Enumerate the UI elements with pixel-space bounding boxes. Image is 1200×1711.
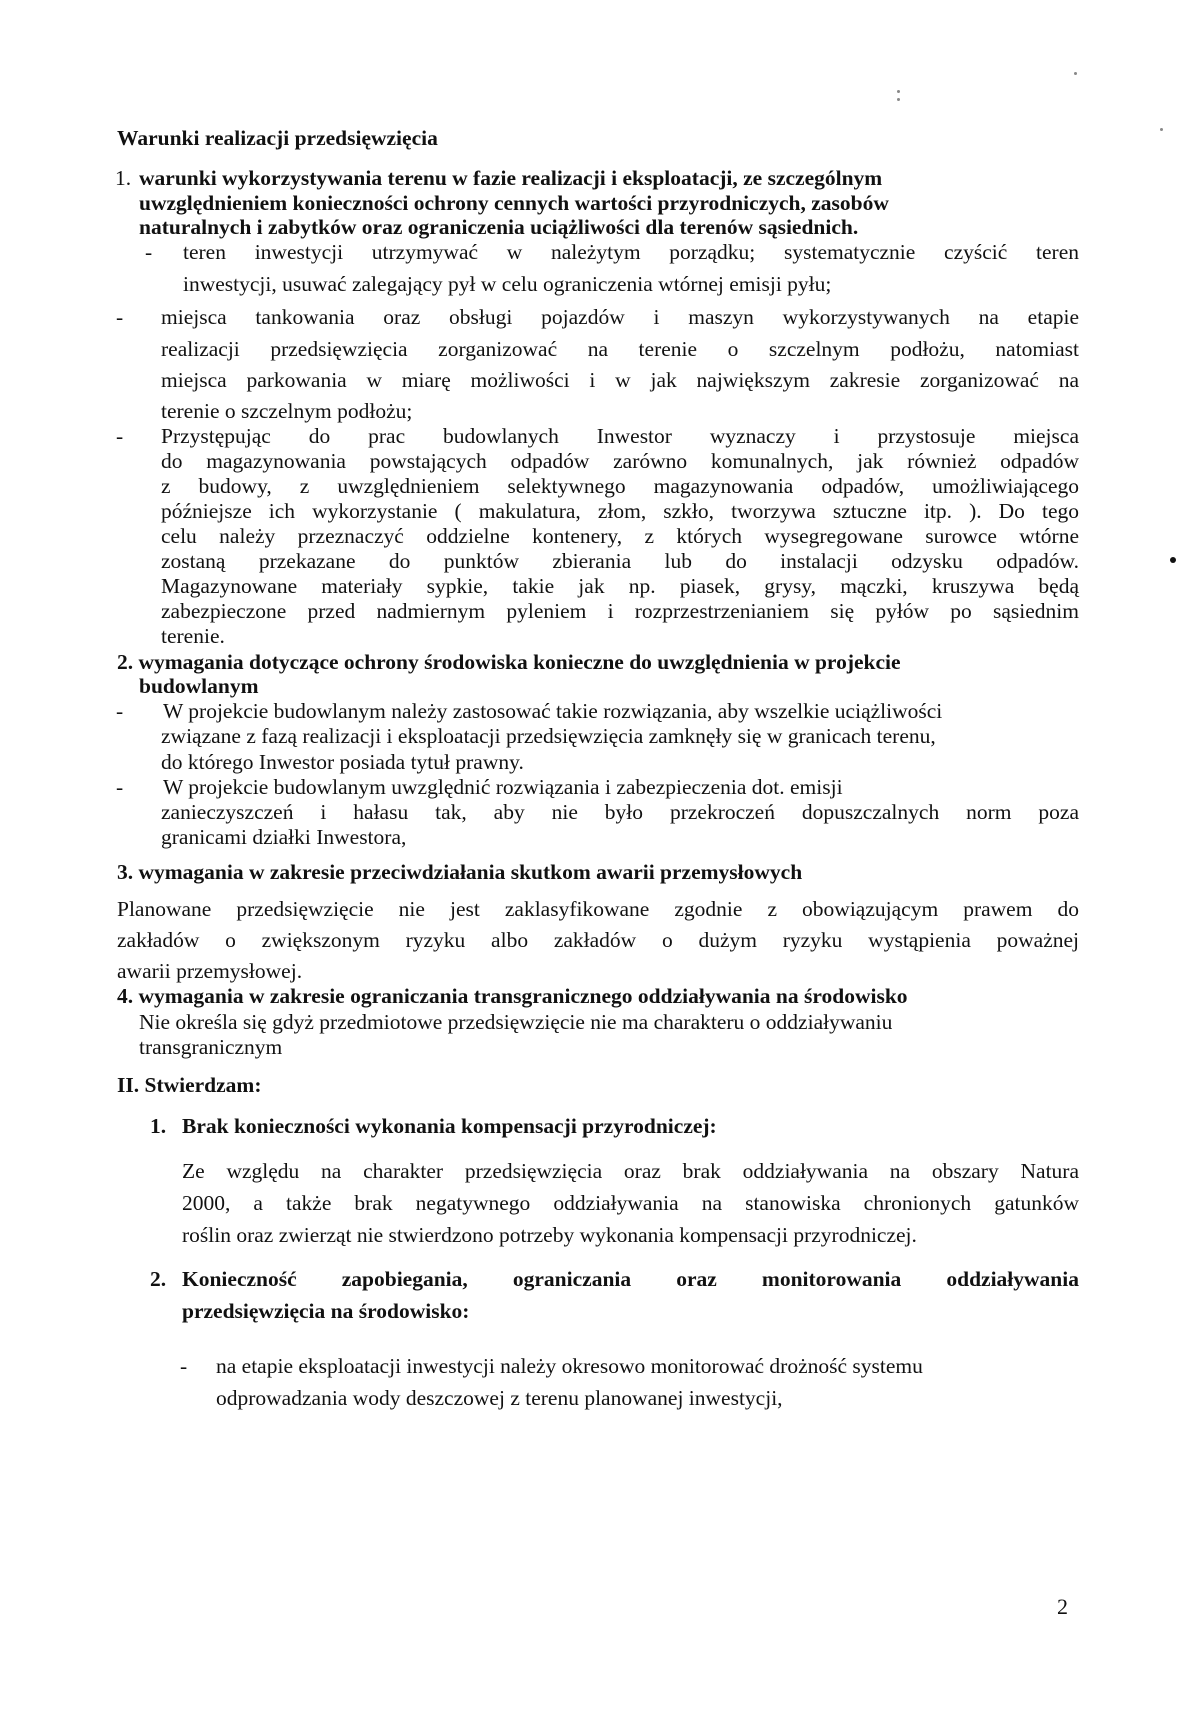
bullet-line: zanieczyszczeń i hałasu tak, aby nie było przekroczeń dopuszczalnych norm poza xyxy=(161,800,1079,824)
bullet-line: odprowadzania wody deszczowej z terenu planowanej inwestycji, xyxy=(216,1386,783,1410)
section4-body-line: transgranicznym xyxy=(139,1035,283,1059)
scan-speck xyxy=(897,90,900,93)
bullet-line: granicami działki Inwestora, xyxy=(161,825,407,849)
bullet-line: Magazynowane materiały sypkie, takie jak np. piasek, grysy, mączki, kruszywa będą xyxy=(161,574,1079,598)
part2-item2-number: 2. xyxy=(150,1267,167,1291)
bullet-line: miejsca tankowania oraz obsługi pojazdów i maszyn wykorzystywanych na etapie xyxy=(161,305,1079,329)
bullet-line: Przystępując do prac budowlanych Inwestor wyznaczy i przystosuje miejsca xyxy=(161,424,1079,448)
bullet-line: do którego Inwestor posiada tytuł prawny. xyxy=(161,750,524,774)
section4-body-line: Nie określa się gdyż przedmiotowe przedsięwzięcie nie ma charakteru o oddziaływaniu xyxy=(139,1010,893,1034)
scan-speck xyxy=(1160,128,1163,131)
bullet-line: z budowy, z uwzględnieniem selektywnego magazynowania odpadów, umożliwiającego xyxy=(161,474,1079,498)
part2-item1-body-line: roślin oraz zwierząt nie stwierdzono potrzeby wykonania kompensacji przyrodniczej. xyxy=(182,1223,917,1247)
part2-heading: II. Stwierdzam: xyxy=(117,1073,262,1097)
bullet-dash: - xyxy=(180,1354,188,1378)
section3-body-line: Planowane przedsięwzięcie nie jest zaklasyfikowane zgodnie z obowiązującym prawem do xyxy=(117,897,1079,921)
section1-heading-line: uwzględnieniem konieczności ochrony cennych wartości przyrodniczych, zasobów xyxy=(139,191,889,215)
bullet-dash: - xyxy=(116,699,124,723)
bullet-line: celu należy przeznaczyć oddzielne kontenery, z których wysegregowane surowce wtórne xyxy=(161,524,1079,548)
section3-body-line: awarii przemysłowej. xyxy=(117,959,303,983)
bullet-line: miejsca parkowania w miarę możliwości i w jak największym zakresie zorganizować na xyxy=(161,368,1079,392)
bullet-dash: - xyxy=(116,424,124,448)
section1-number: 1. xyxy=(115,166,132,190)
bullet-line: terenie o szczelnym podłożu; xyxy=(161,399,413,423)
bullet-dash: - xyxy=(116,775,124,799)
bullet-dash: - xyxy=(145,240,153,264)
part2-item2-heading-line: Konieczność zapobiegania, ograniczania oraz monitorowania oddziaływania xyxy=(182,1267,1079,1291)
bullet-line: inwestycji, usuwać zalegający pył w celu ograniczenia wtórnej emisji pyłu; xyxy=(183,272,832,296)
bullet-line: związane z fazą realizacji i eksploatacji przedsięwzięcia zamknęły się w granicach terenu, xyxy=(161,724,936,748)
bullet-line: teren inwestycji utrzymywać w należytym porządku; systematycznie czyścić teren xyxy=(183,240,1079,264)
section1-heading-line: warunki wykorzystywania terenu w fazie realizacji i eksploatacji, ze szczególnym xyxy=(139,166,883,190)
document-title: Warunki realizacji przedsięwzięcia xyxy=(117,126,438,150)
bullet-line: późniejsze ich wykorzystanie ( makulatura, złom, szkło, tworzywa sztuczne itp. ). Do tego xyxy=(161,499,1079,523)
bullet-line: W projekcie budowlanym należy zastosować takie rozwiązania, aby wszelkie uciążliwości xyxy=(163,699,943,723)
bullet-line: do magazynowania powstających odpadów zarówno komunalnych, jak również odpadów xyxy=(161,449,1079,473)
bullet-line: W projekcie budowlanym uwzględnić rozwiązania i zabezpieczenia dot. emisji xyxy=(163,775,843,799)
part2-item2-heading-line: przedsięwzięcia na środowisko: xyxy=(182,1299,470,1323)
bullet-line: terenie. xyxy=(161,624,225,648)
scan-speck xyxy=(1074,72,1077,75)
bullet-line: na etapie eksploatacji inwestycji należy okresowo monitorować drożność systemu xyxy=(216,1354,923,1378)
part2-item1-heading: Brak konieczności wykonania kompensacji przyrodniczej: xyxy=(182,1114,717,1138)
part2-item1-body-line: Ze względu na charakter przedsięwzięcia oraz brak oddziaływania na obszary Natura xyxy=(182,1159,1079,1183)
scan-speck xyxy=(897,98,900,101)
scan-dot xyxy=(1170,557,1176,563)
section4-heading: 4. wymagania w zakresie ograniczania transgranicznego oddziaływania na środowisko xyxy=(117,984,908,1008)
bullet-dash: - xyxy=(116,305,124,329)
part2-item1-body-line: 2000, a także brak negatywnego oddziaływania na stanowiska chronionych gatunków xyxy=(182,1191,1079,1215)
part2-item1-number: 1. xyxy=(150,1114,167,1138)
page-number: 2 xyxy=(1057,1594,1068,1619)
section3-body-line: zakładów o zwiększonym ryzyku albo zakładów o dużym ryzyku wystąpienia poważnej xyxy=(117,928,1079,952)
bullet-line: zabezpieczone przed nadmiernym pyleniem i rozprzestrzenianiem się pyłów po sąsiednim xyxy=(161,599,1079,623)
section2-heading-line: budowlanym xyxy=(139,674,259,698)
bullet-line: zostaną przekazane do punktów zbierania lub do instalacji odzysku odpadów. xyxy=(161,549,1079,573)
bullet-line: realizacji przedsięwzięcia zorganizować na terenie o szczelnym podłożu, natomiast xyxy=(161,337,1079,361)
section3-heading: 3. wymagania w zakresie przeciwdziałania skutkom awarii przemysłowych xyxy=(117,860,803,884)
section2-heading-line: 2. wymagania dotyczące ochrony środowiska konieczne do uwzględnienia w projekcie xyxy=(117,650,901,674)
section1-heading-line: naturalnych i zabytków oraz ograniczenia uciążliwości dla terenów sąsiednich. xyxy=(139,215,859,239)
